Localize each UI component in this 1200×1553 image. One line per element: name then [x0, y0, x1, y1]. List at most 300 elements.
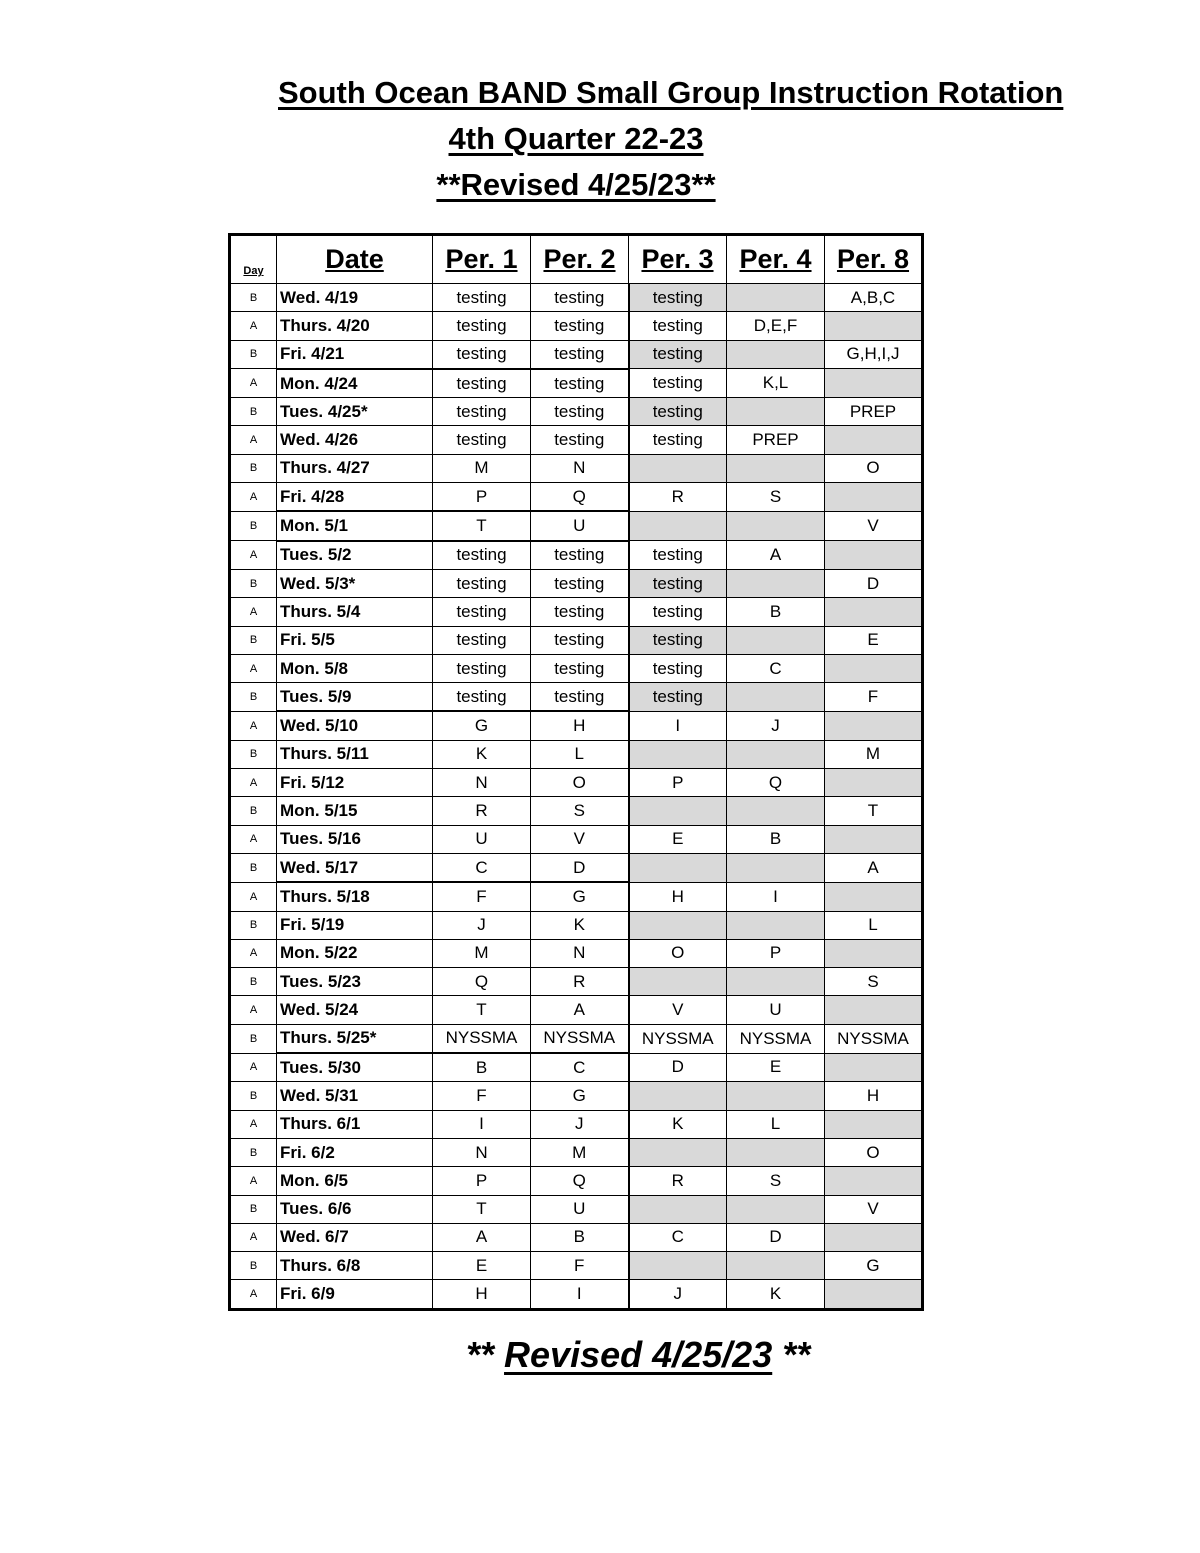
day-cell: A [230, 939, 277, 967]
per-1-cell: P [433, 483, 531, 512]
per-3-cell: I [629, 711, 727, 740]
per-2-cell: V [531, 825, 629, 853]
date-cell: Wed. 5/24 [277, 996, 433, 1024]
per-1-cell: testing [433, 626, 531, 654]
table-row [230, 797, 923, 825]
per-4-cell [727, 740, 825, 768]
per-4-cell [727, 511, 825, 540]
per-1-cell: G [433, 711, 531, 740]
table-row [230, 398, 923, 426]
date-cell: Thurs. 5/25* [277, 1024, 433, 1053]
table-row [230, 1167, 923, 1195]
per-3-cell: V [629, 996, 727, 1024]
per-2-cell: C [531, 1053, 629, 1082]
per-4-cell: S [727, 483, 825, 512]
per-3-cell [629, 797, 727, 825]
day-cell: A [230, 996, 277, 1024]
date-cell: Tues. 5/9 [277, 683, 433, 712]
date-cell: Mon. 6/5 [277, 1167, 433, 1195]
per-8-cell [825, 882, 923, 911]
per-4-cell [727, 853, 825, 882]
title-line-1 [278, 70, 1064, 116]
per-1-cell: C [433, 853, 531, 882]
per-4-cell [727, 398, 825, 426]
day-cell: A [230, 426, 277, 454]
footer-revised-note [466, 1334, 810, 1376]
table-row [230, 340, 923, 369]
date-cell: Wed. 4/26 [277, 426, 433, 454]
per-4-cell: NYSSMA [727, 1024, 825, 1053]
header-per-2: Per. 2 [531, 235, 629, 284]
per-8-cell [825, 312, 923, 340]
per-1-cell: T [433, 511, 531, 540]
per-4-cell: PREP [727, 426, 825, 454]
per-1-cell: Q [433, 968, 531, 996]
date-cell: Tues. 5/16 [277, 825, 433, 853]
per-3-cell [629, 911, 727, 939]
per-8-cell [825, 1053, 923, 1082]
header-per-3: Per. 3 [629, 235, 727, 284]
day-cell: B [230, 1252, 277, 1280]
day-cell: A [230, 1167, 277, 1195]
per-1-cell: testing [433, 569, 531, 597]
per-8-cell [825, 769, 923, 797]
date-cell: Fri. 5/12 [277, 769, 433, 797]
day-cell: B [230, 853, 277, 882]
per-1-cell: F [433, 882, 531, 911]
table-row [230, 1053, 923, 1082]
date-cell: Thurs. 5/11 [277, 740, 433, 768]
per-4-cell: J [727, 711, 825, 740]
title-block [228, 70, 1064, 208]
date-cell: Fri. 5/19 [277, 911, 433, 939]
date-cell: Tues. 5/2 [277, 541, 433, 570]
per-2-cell: L [531, 740, 629, 768]
per-8-cell: S [825, 968, 923, 996]
date-cell: Thurs. 5/18 [277, 882, 433, 911]
day-cell: A [230, 882, 277, 911]
per-1-cell: M [433, 939, 531, 967]
per-3-cell [629, 1138, 727, 1166]
per-4-cell [727, 569, 825, 597]
per-2-cell: testing [531, 654, 629, 682]
table-row [230, 853, 923, 882]
date-cell: Thurs. 6/1 [277, 1110, 433, 1138]
date-cell: Wed. 6/7 [277, 1223, 433, 1251]
table-row [230, 1223, 923, 1251]
per-3-cell: testing [629, 569, 727, 597]
day-cell: A [230, 1110, 277, 1138]
per-4-cell [727, 1082, 825, 1110]
date-cell: Mon. 4/24 [277, 369, 433, 398]
day-cell: B [230, 1082, 277, 1110]
day-cell: B [230, 569, 277, 597]
per-2-cell: testing [531, 626, 629, 654]
per-2-cell: D [531, 853, 629, 882]
per-4-cell [727, 454, 825, 482]
per-4-cell: B [727, 825, 825, 853]
per-3-cell [629, 1082, 727, 1110]
table-row [230, 1024, 923, 1053]
table-row [230, 825, 923, 853]
table-row [230, 1082, 923, 1110]
header-per-4: Per. 4 [727, 235, 825, 284]
table-row [230, 911, 923, 939]
per-3-cell: testing [629, 626, 727, 654]
table-row [230, 511, 923, 540]
per-2-cell: testing [531, 598, 629, 626]
per-8-cell [825, 1223, 923, 1251]
day-cell: B [230, 1138, 277, 1166]
header-day: Day [230, 235, 277, 284]
per-2-cell: Q [531, 483, 629, 512]
per-2-cell: G [531, 882, 629, 911]
per-8-cell: T [825, 797, 923, 825]
per-1-cell: T [433, 996, 531, 1024]
day-cell: B [230, 1024, 277, 1053]
day-cell: A [230, 1053, 277, 1082]
date-cell: Thurs. 5/4 [277, 598, 433, 626]
per-8-cell: H [825, 1082, 923, 1110]
table-row [230, 654, 923, 682]
table-row [230, 1138, 923, 1166]
per-8-cell: O [825, 1138, 923, 1166]
per-8-cell: G [825, 1252, 923, 1280]
per-8-cell: A,B,C [825, 284, 923, 312]
per-1-cell: T [433, 1195, 531, 1223]
day-cell: A [230, 483, 277, 512]
per-1-cell: testing [433, 398, 531, 426]
per-4-cell [727, 340, 825, 369]
day-cell: B [230, 284, 277, 312]
date-cell: Thurs. 6/8 [277, 1252, 433, 1280]
table-row [230, 939, 923, 967]
per-3-cell [629, 511, 727, 540]
per-2-cell: Q [531, 1167, 629, 1195]
per-2-cell: testing [531, 683, 629, 712]
day-cell: B [230, 1195, 277, 1223]
day-cell: A [230, 541, 277, 570]
footer-revised-text: Revised 4/25/23 [504, 1334, 773, 1375]
per-3-cell: O [629, 939, 727, 967]
header-per-1: Per. 1 [433, 235, 531, 284]
table-row [230, 541, 923, 570]
per-1-cell: P [433, 1167, 531, 1195]
table-row [230, 312, 923, 340]
per-2-cell: testing [531, 541, 629, 570]
per-4-cell: B [727, 598, 825, 626]
per-3-cell: H [629, 882, 727, 911]
per-3-cell [629, 454, 727, 482]
day-cell: B [230, 626, 277, 654]
per-4-cell [727, 968, 825, 996]
date-cell: Mon. 5/8 [277, 654, 433, 682]
date-cell: Mon. 5/15 [277, 797, 433, 825]
per-8-cell: F [825, 683, 923, 712]
per-8-cell: E [825, 626, 923, 654]
per-2-cell: NYSSMA [531, 1024, 629, 1053]
per-2-cell: B [531, 1223, 629, 1251]
per-3-cell: testing [629, 426, 727, 454]
per-4-cell [727, 1138, 825, 1166]
per-8-cell [825, 426, 923, 454]
day-cell: B [230, 683, 277, 712]
per-3-cell: testing [629, 598, 727, 626]
per-1-cell: U [433, 825, 531, 853]
per-2-cell: I [531, 1280, 629, 1309]
header-row [230, 235, 923, 284]
per-4-cell: S [727, 1167, 825, 1195]
per-8-cell: L [825, 911, 923, 939]
rotation-schedule-table [228, 233, 924, 1311]
per-1-cell: NYSSMA [433, 1024, 531, 1053]
per-2-cell: O [531, 769, 629, 797]
table-row [230, 284, 923, 312]
per-8-cell [825, 598, 923, 626]
per-4-cell [727, 911, 825, 939]
per-4-cell: Q [727, 769, 825, 797]
date-cell: Wed. 5/17 [277, 853, 433, 882]
per-1-cell: J [433, 911, 531, 939]
per-8-cell: V [825, 511, 923, 540]
per-3-cell: R [629, 1167, 727, 1195]
per-4-cell: K,L [727, 369, 825, 398]
title-line-3 [228, 162, 924, 208]
per-8-cell: M [825, 740, 923, 768]
per-4-cell [727, 1252, 825, 1280]
per-8-cell [825, 483, 923, 512]
date-cell: Fri. 4/28 [277, 483, 433, 512]
per-3-cell: testing [629, 340, 727, 369]
per-8-cell [825, 1280, 923, 1309]
per-2-cell: J [531, 1110, 629, 1138]
per-4-cell: K [727, 1280, 825, 1309]
per-1-cell: I [433, 1110, 531, 1138]
per-4-cell: E [727, 1053, 825, 1082]
per-4-cell: D,E,F [727, 312, 825, 340]
per-8-cell: V [825, 1195, 923, 1223]
table-row [230, 626, 923, 654]
per-3-cell: E [629, 825, 727, 853]
title-line-2 [228, 116, 924, 162]
per-3-cell [629, 1195, 727, 1223]
per-2-cell: testing [531, 369, 629, 398]
per-8-cell [825, 825, 923, 853]
per-1-cell: testing [433, 541, 531, 570]
per-4-cell: I [727, 882, 825, 911]
day-cell: A [230, 769, 277, 797]
table-row [230, 598, 923, 626]
per-3-cell [629, 968, 727, 996]
date-cell: Tues. 6/6 [277, 1195, 433, 1223]
date-cell: Thurs. 4/20 [277, 312, 433, 340]
per-2-cell: M [531, 1138, 629, 1166]
revised-header-text: **Revised 4/25/23** [436, 167, 716, 202]
per-2-cell: R [531, 968, 629, 996]
date-cell: Wed. 5/10 [277, 711, 433, 740]
date-cell: Thurs. 4/27 [277, 454, 433, 482]
per-1-cell: R [433, 797, 531, 825]
per-3-cell: K [629, 1110, 727, 1138]
table-row [230, 569, 923, 597]
per-3-cell: testing [629, 312, 727, 340]
day-cell: B [230, 911, 277, 939]
per-1-cell: H [433, 1280, 531, 1309]
per-3-cell: R [629, 483, 727, 512]
per-2-cell: N [531, 454, 629, 482]
per-2-cell: testing [531, 398, 629, 426]
table-row [230, 711, 923, 740]
per-2-cell: H [531, 711, 629, 740]
per-1-cell: testing [433, 683, 531, 712]
date-cell: Tues. 5/30 [277, 1053, 433, 1082]
per-2-cell: G [531, 1082, 629, 1110]
table-row [230, 769, 923, 797]
per-4-cell: P [727, 939, 825, 967]
per-2-cell: U [531, 1195, 629, 1223]
per-2-cell: testing [531, 284, 629, 312]
schedule-body [230, 284, 923, 1310]
day-cell: A [230, 312, 277, 340]
per-2-cell: testing [531, 426, 629, 454]
table-row [230, 369, 923, 398]
header-per-8: Per. 8 [825, 235, 923, 284]
per-4-cell: L [727, 1110, 825, 1138]
per-2-cell: testing [531, 312, 629, 340]
date-cell: Tues. 4/25* [277, 398, 433, 426]
per-8-cell: D [825, 569, 923, 597]
table-row [230, 1195, 923, 1223]
table-row [230, 996, 923, 1024]
per-2-cell: testing [531, 569, 629, 597]
table-row [230, 483, 923, 512]
per-8-cell: O [825, 454, 923, 482]
day-cell: A [230, 654, 277, 682]
day-cell: B [230, 511, 277, 540]
per-3-cell: testing [629, 541, 727, 570]
per-4-cell [727, 284, 825, 312]
table-row [230, 1252, 923, 1280]
per-1-cell: testing [433, 654, 531, 682]
date-cell: Wed. 5/3* [277, 569, 433, 597]
per-4-cell: C [727, 654, 825, 682]
per-4-cell [727, 626, 825, 654]
title-text: South Ocean BAND Small Group Instruction Rotation [278, 75, 1064, 110]
day-cell: B [230, 454, 277, 482]
per-4-cell: D [727, 1223, 825, 1251]
per-4-cell: A [727, 541, 825, 570]
per-3-cell [629, 1252, 727, 1280]
per-3-cell: D [629, 1053, 727, 1082]
day-cell: A [230, 1280, 277, 1309]
per-3-cell: P [629, 769, 727, 797]
per-8-cell: PREP [825, 398, 923, 426]
per-1-cell: K [433, 740, 531, 768]
per-8-cell: A [825, 853, 923, 882]
per-3-cell [629, 853, 727, 882]
table-row [230, 968, 923, 996]
per-1-cell: testing [433, 598, 531, 626]
per-2-cell: A [531, 996, 629, 1024]
table-row [230, 683, 923, 712]
date-cell: Fri. 4/21 [277, 340, 433, 369]
per-2-cell: F [531, 1252, 629, 1280]
per-3-cell: C [629, 1223, 727, 1251]
per-1-cell: N [433, 769, 531, 797]
per-8-cell [825, 711, 923, 740]
date-cell: Fri. 6/2 [277, 1138, 433, 1166]
per-4-cell: U [727, 996, 825, 1024]
day-cell: B [230, 340, 277, 369]
date-cell: Wed. 5/31 [277, 1082, 433, 1110]
per-2-cell: N [531, 939, 629, 967]
per-8-cell [825, 939, 923, 967]
per-1-cell: N [433, 1138, 531, 1166]
day-cell: B [230, 968, 277, 996]
per-1-cell: testing [433, 426, 531, 454]
day-cell: B [230, 740, 277, 768]
per-8-cell [825, 654, 923, 682]
per-1-cell: testing [433, 284, 531, 312]
per-1-cell: testing [433, 312, 531, 340]
per-3-cell: testing [629, 369, 727, 398]
day-cell: A [230, 1223, 277, 1251]
date-cell: Wed. 4/19 [277, 284, 433, 312]
per-1-cell: M [433, 454, 531, 482]
date-cell: Mon. 5/1 [277, 511, 433, 540]
per-2-cell: testing [531, 340, 629, 369]
date-cell: Fri. 5/5 [277, 626, 433, 654]
day-cell: A [230, 598, 277, 626]
per-8-cell: G,H,I,J [825, 340, 923, 369]
per-1-cell: testing [433, 369, 531, 398]
header-date: Date [277, 235, 433, 284]
day-cell: A [230, 825, 277, 853]
per-8-cell [825, 541, 923, 570]
per-3-cell: testing [629, 683, 727, 712]
date-cell: Mon. 5/22 [277, 939, 433, 967]
per-8-cell [825, 996, 923, 1024]
per-3-cell: J [629, 1280, 727, 1309]
per-3-cell [629, 740, 727, 768]
table-row [230, 454, 923, 482]
date-cell: Fri. 6/9 [277, 1280, 433, 1309]
per-1-cell: testing [433, 340, 531, 369]
per-4-cell [727, 683, 825, 712]
per-8-cell [825, 1110, 923, 1138]
per-2-cell: K [531, 911, 629, 939]
table-row [230, 426, 923, 454]
day-cell: A [230, 711, 277, 740]
per-2-cell: U [531, 511, 629, 540]
per-3-cell: testing [629, 284, 727, 312]
per-4-cell [727, 797, 825, 825]
footer-prefix: ** [466, 1334, 505, 1375]
per-8-cell [825, 1167, 923, 1195]
per-1-cell: B [433, 1053, 531, 1082]
day-cell: B [230, 398, 277, 426]
per-3-cell: testing [629, 654, 727, 682]
table-row [230, 882, 923, 911]
quarter-text: 4th Quarter 22-23 [448, 121, 704, 156]
per-2-cell: S [531, 797, 629, 825]
footer-suffix: ** [772, 1334, 811, 1375]
per-1-cell: F [433, 1082, 531, 1110]
per-3-cell: testing [629, 398, 727, 426]
per-1-cell: E [433, 1252, 531, 1280]
table-row [230, 1110, 923, 1138]
per-8-cell [825, 369, 923, 398]
